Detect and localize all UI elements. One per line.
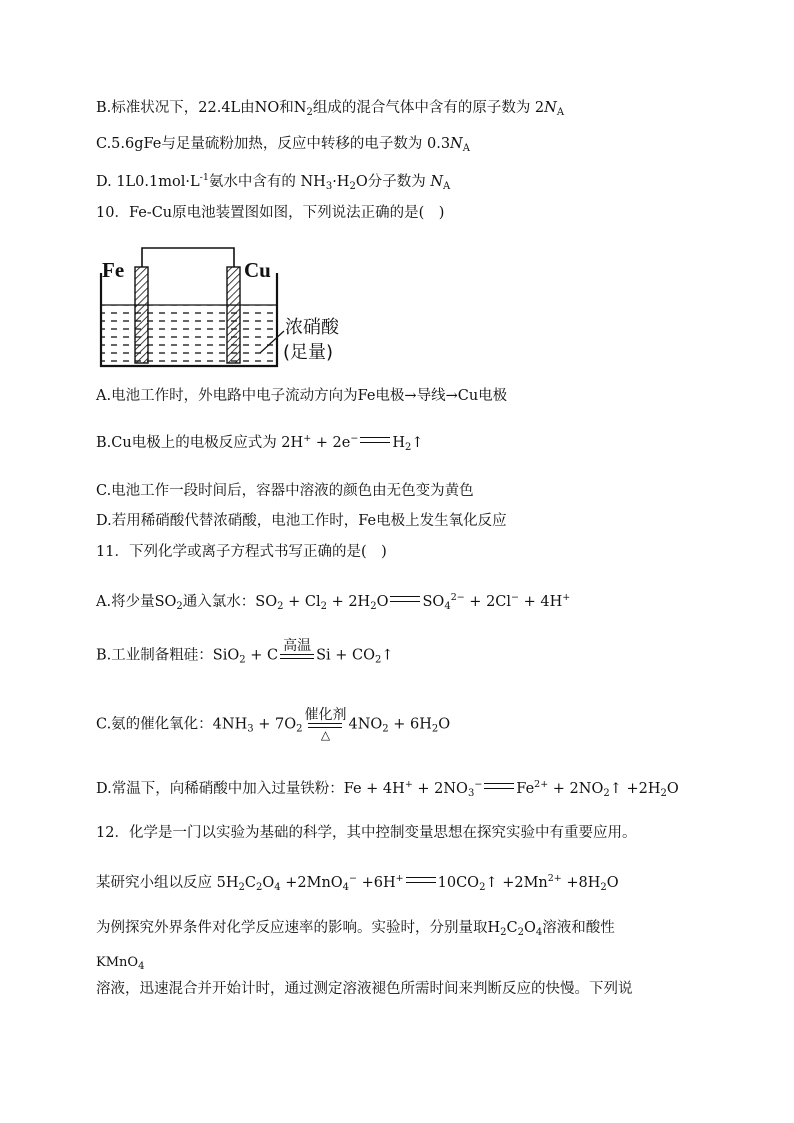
- q10-option-d: D.若用稀硝酸代替浓硝酸，电池工作时，Fe电极上发生氧化反应: [96, 513, 507, 529]
- equals-sign: [390, 596, 420, 602]
- solution-label: 浓硝酸: [285, 317, 339, 338]
- q9-option-d: D. $1L0.1mol\cdot L^{-1}$氨水中含有的 $NH_3\cdot H_2O$分子数为 $N_A$: [96, 172, 451, 192]
- connecting-wire: [142, 248, 234, 267]
- q12-stem-line3: 为例探究外界条件对化学反应速率的影响。实验时，分别量取$H_2C_2O_4$溶液和酸性: [96, 920, 615, 938]
- equals-sign: [406, 877, 436, 883]
- fe-electrode: [135, 267, 148, 363]
- q9-option-b: B.标准状况下，22.4L由NO和$N_2$组成的混合气体中含有的原子数为 $2N_A$: [96, 100, 565, 118]
- equals-sign: [484, 783, 514, 789]
- cu-label: Cu: [244, 258, 271, 282]
- reaction-condition: 高温: [280, 638, 314, 673]
- q11-option-b: B.工业制备粗硅：SiO$_2$ + C 高温 $Si + CO_2↑$: [96, 638, 394, 673]
- q12-stem-line5: 溶液，迅速混合并开始计时，通过测定溶液褪色所需时间来判断反应的快慢。下列说: [96, 981, 633, 997]
- q12-stem-line4: KMnO$_4$: [96, 955, 145, 972]
- q10-option-c: C.电池工作一段时间后，容器中溶液的颜色由无色变为黄色: [96, 483, 474, 499]
- q12-stem-line2: 某研究小组以反应 $5H_2C_2O_4 +2MnO_4^- +6H^+$ $10CO_2↑ +2Mn^{2+} +8H_2O$: [96, 873, 619, 893]
- acid-solution: [102, 305, 276, 365]
- cu-electrode: [227, 267, 240, 363]
- equals-sign: [360, 437, 390, 443]
- q11-stem: 11．下列化学或离子方程式书写正确的是( ): [96, 544, 387, 560]
- q10-option-a: A.电池工作时，外电路中电子流动方向为Fe电极→导线→Cu电极: [96, 388, 508, 404]
- q12-stem-line1: 12．化学是一门以实验为基础的科学，其中控制变量思想在探究实验中有重要应用。: [96, 825, 637, 841]
- q11-option-d: D.常温下，向稀硝酸中加入过量铁粉：$Fe + 4H^+ + 2NO_3^-$ $Fe^{2+}$ + $2NO_2↑ +2H_2O$: [96, 779, 679, 799]
- q10-stem: 10．Fe-Cu原电池装置图如图，下列说法正确的是( ): [96, 205, 445, 221]
- galvanic-cell-diagram: [98, 245, 368, 375]
- fe-label: Fe: [102, 258, 125, 282]
- q11-option-c: C.氨的催化氧化：$4NH_3 + 7O_2$ 催化剂 △ $4NO_2 + 6H_2O$: [96, 707, 451, 742]
- amount-label: (足量): [283, 342, 334, 363]
- q11-option-a: A.将少量$SO_2$通入氯水：$SO_2 + Cl_2 + 2H_2O$ $SO_4^{2-} + 2Cl^- + 4H^+$: [96, 592, 571, 612]
- q9-option-c: C.5.6gFe与足量硫粉加热，反应中转移的电子数为 $0.3N_A$: [96, 136, 470, 154]
- reaction-condition: 催化剂 △: [304, 707, 347, 742]
- q10-option-b: B.Cu电极上的电极反应式为 2H+ + 2e− $H_2↑$: [96, 433, 424, 453]
